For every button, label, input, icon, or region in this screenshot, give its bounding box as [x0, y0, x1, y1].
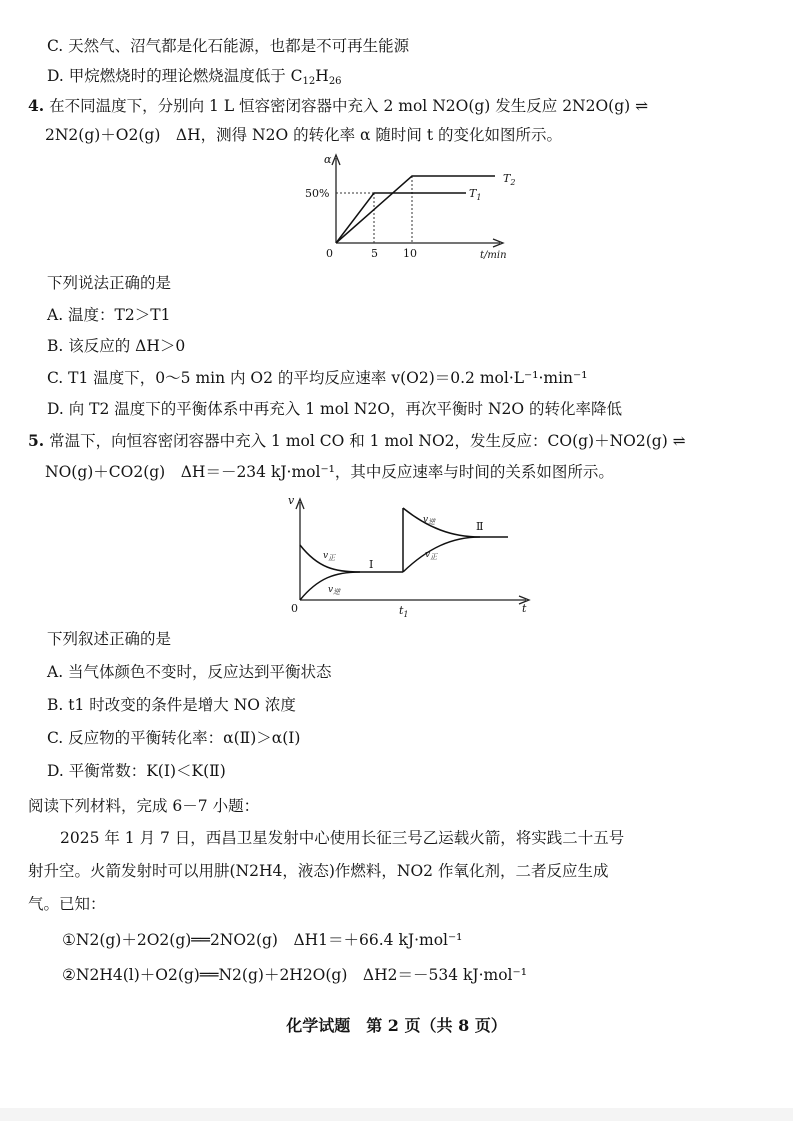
q5-prompt: 下列叙述正确的是 [47, 630, 172, 648]
q4-y-tick-label: 50% [305, 187, 330, 200]
page-footer: 化学试题 第 2 页（共 8 页） [286, 1016, 507, 1035]
bottom-margin [0, 1108, 793, 1121]
q4-curve-label-t2: $T_2$ [503, 172, 516, 187]
q5-option-c: C. 反应物的平衡转化率：α(Ⅱ)＞α(Ⅰ) [47, 729, 301, 747]
q4-option-b: B. 该反应的 ΔH＞0 [47, 337, 186, 355]
q5-number: 5. [28, 431, 45, 450]
q5-label-v-forward-2: $v_正$ [425, 550, 438, 561]
q5-forward-rate-2 [403, 508, 508, 537]
q4-x-tick-10: 10 [403, 247, 417, 260]
q5-stem-text: 常温下，向恒容密闭容器中充入 1 mol CO 和 1 mol NO2，发生反应：CO(g)＋NO2(g) ⇌ [49, 432, 686, 450]
q5-option-b: B. t1 时改变的条件是增大 NO 浓度 [47, 696, 296, 714]
passage-equation1: ①N2(g)＋2O2(g)══2NO2(g) ΔH1＝＋66.4 kJ·mol⁻¹ [62, 931, 463, 949]
q4-curve-label-t1: $T_1$ [469, 187, 482, 202]
q5-label-equilibrium-2: Ⅱ [476, 520, 484, 533]
q5-reverse-rate-2 [403, 537, 480, 572]
passage-line3: 气。已知： [28, 895, 106, 913]
q5-forward-rate-1 [300, 545, 403, 572]
q5-label-v-reverse-2: $v_逆$ [423, 515, 436, 526]
q5-t1-label: $t_1$ [399, 604, 409, 619]
q4-stem-text: 在不同温度下，分别向 1 L 恒容密闭容器中充入 2 mol N2O(g) 发生反应 2N2O(g) ⇌ [49, 97, 649, 115]
q5-label-equilibrium-1: Ⅰ [369, 558, 374, 571]
q4-x-tick-5: 5 [371, 247, 378, 260]
q5-label-v-reverse-1: $v_逆$ [328, 585, 341, 596]
q5-label-v-forward-1: $v_正$ [323, 551, 336, 562]
q3-option-c: C. 天然气、沼气都是化石能源，也都是不可再生能源 [47, 37, 410, 55]
q4-prompt: 下列说法正确的是 [47, 274, 172, 292]
passage-intro: 阅读下列材料，完成 6－7 小题： [28, 797, 260, 815]
q5-option-d: D. 平衡常数：K(Ⅰ)＜K(Ⅱ) [47, 762, 226, 780]
q5-origin-label: 0 [291, 602, 298, 615]
q5-x-axis-label: t [522, 602, 527, 615]
q4-option-a: A. 温度：T2＞T1 [47, 306, 171, 324]
q5-stem-line2: NO(g)＋CO2(g) ΔH＝－234 kJ·mol⁻¹，其中反应速率与时间的关系如图所示。 [45, 463, 614, 481]
q5-option-a: A. 当气体颜色不变时，反应达到平衡状态 [47, 663, 332, 681]
q3-option-d-text: D. 甲烷燃烧时的理论燃烧温度低于 [47, 67, 291, 85]
q4-number: 4. [28, 96, 45, 115]
q3-option-d-formula: $C_{12}H_{26}$ [290, 67, 342, 87]
q4-option-d: D. 向 T2 温度下的平衡体系中再充入 1 mol N2O，再次平衡时 N2O 的转化率降低 [47, 400, 623, 418]
q4-x-axis-label: t/min [480, 250, 507, 261]
q5-y-axis-label: v [288, 494, 295, 507]
q4-stem-line2: 2N2(g)＋O2(g) ΔH，测得 N2O 的转化率 α 随时间 t 的变化如图所示。 [45, 126, 562, 144]
q4-x-tick-0: 0 [326, 247, 333, 260]
q4-y-axis-label: α [324, 153, 332, 166]
passage-line2: 射升空。火箭发射时可以用肼(N2H4，液态)作燃料，NO2 作氧化剂，二者反应生成 [28, 862, 609, 880]
passage-equation2: ②N2H4(l)＋O2(g)══N2(g)＋2H2O(g) ΔH2＝－534 kJ·mol⁻¹ [62, 966, 527, 984]
q4-option-c: C. T1 温度下，0～5 min 内 O2 的平均反应速率 v(O2)＝0.2 mol·L⁻¹·min⁻¹ [47, 369, 588, 387]
passage-line1: 2025 年 1 月 7 日，西昌卫星发射中心使用长征三号乙运载火箭，将实践二十五号 [60, 829, 625, 847]
